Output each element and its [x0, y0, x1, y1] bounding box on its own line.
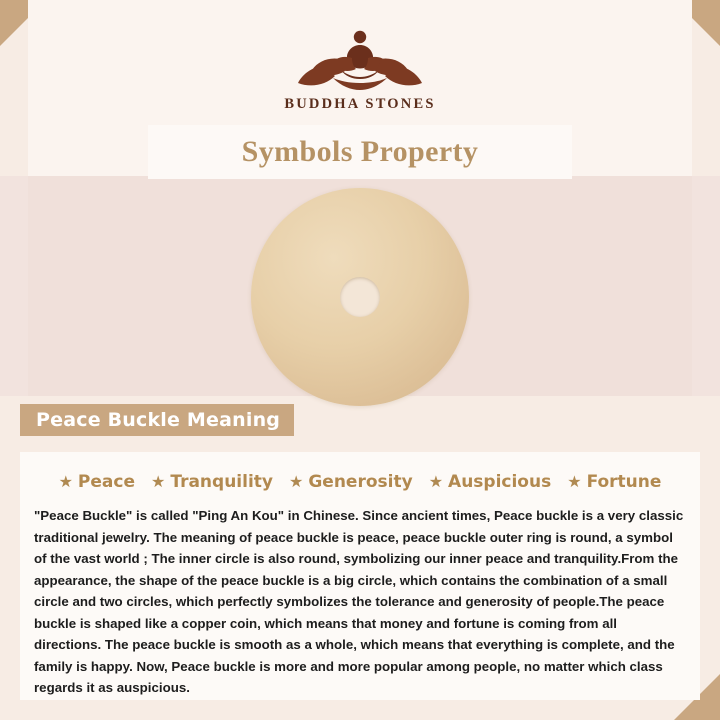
- disc-center-hole: [340, 277, 380, 317]
- keyword-item: [567, 472, 661, 492]
- brand-logo: [0, 22, 720, 113]
- star-icon: ★: [151, 472, 166, 491]
- keyword-label: Peace: [77, 472, 135, 492]
- keyword-item: [151, 472, 273, 492]
- star-icon: ★: [428, 472, 444, 491]
- content-card: [20, 452, 700, 700]
- product-image: [0, 188, 720, 406]
- description-paragraph: "Peace Buckle" is called "Ping An Kou" in Chinese. Since ancient times, Peace buckle is a very classic traditional jewelry. The meaning of peace buckle is peace, peace buckle outer ring is round, a symbol of the vast world ; The inner circle is also round, symbolizing our inner peace and tranquility.From the appearance, the shape of the peace buckle is a big circle, which contains the combination of a small circle and two circles, which perfectly symbolizes the tolerance and generosity of people.The peace buckle is shaped like a copper coin, which means that money and fortune is coming from all directions. The peace buckle is smooth as a whole, which means that everything is complete, and the family is happy. Now, Peace buckle is more and more popular among people, no matter which class regards it as auspicious.: [34, 508, 684, 695]
- section-banner-label: Peace Buckle Meaning: [36, 409, 281, 431]
- keyword-item: [289, 472, 413, 492]
- lotus-meditation-icon: [285, 22, 435, 92]
- keyword-label: Auspicious: [448, 472, 552, 492]
- keyword-item: [59, 472, 135, 492]
- brand-name: BUDDHA STONES: [284, 96, 436, 112]
- keyword-label: Generosity: [308, 472, 413, 492]
- star-icon: ★: [567, 472, 582, 491]
- keyword-item: [429, 472, 552, 492]
- peace-buckle-disc-icon: [251, 188, 469, 406]
- star-icon: ★: [58, 472, 73, 491]
- keyword-label: Fortune: [586, 472, 662, 492]
- page-title-plate: [148, 125, 572, 179]
- keyword-label: Tranquility: [170, 472, 273, 492]
- star-icon: ★: [289, 472, 304, 491]
- page-title: Symbols Property: [241, 135, 479, 168]
- section-banner: [20, 404, 294, 436]
- keyword-list: [20, 452, 700, 492]
